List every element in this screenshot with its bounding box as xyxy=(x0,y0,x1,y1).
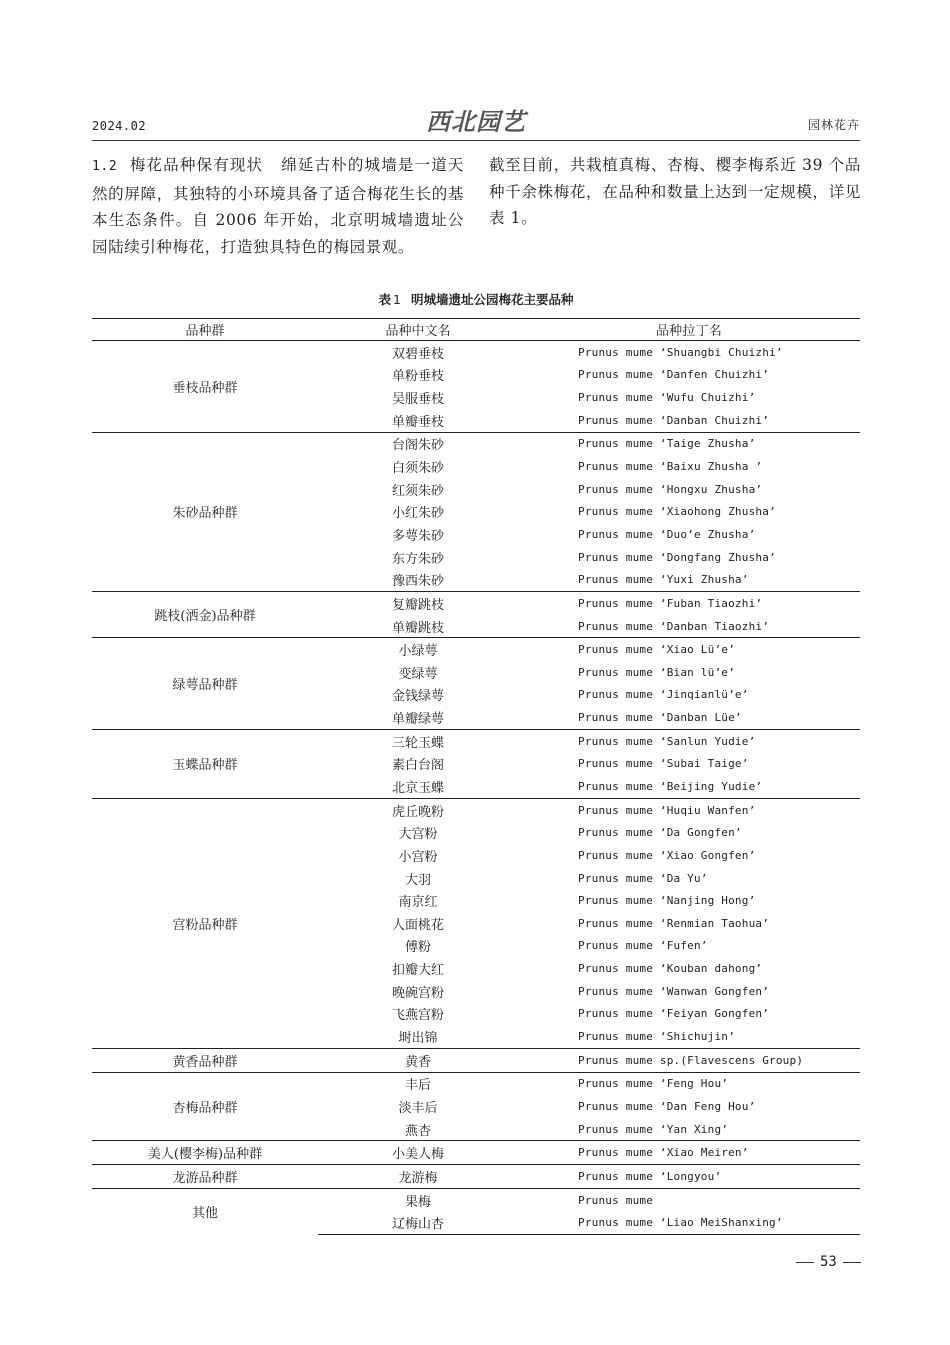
page-header xyxy=(92,104,860,141)
cell-chinese-name: 豫西朱砂 xyxy=(391,574,444,590)
cell-latin-name: Prunus mume ‘Bian lü’e’ xyxy=(578,665,735,679)
table-row xyxy=(92,432,860,455)
section-number: 1.2 xyxy=(92,159,118,174)
header-chinese-name: 品种中文名 xyxy=(318,319,518,341)
table-row xyxy=(92,592,860,615)
cell-chinese-name: 双碧垂枝 xyxy=(318,341,518,364)
cell-latin-name: Prunus mume ‘Sanlun Yudie’ xyxy=(518,729,860,752)
journal-logo: 西北园艺 xyxy=(426,107,526,136)
cell-chinese-name: 小红朱砂 xyxy=(391,506,444,522)
cell-latin-name: Prunus mume sp.(Flavescens Group) xyxy=(518,1048,860,1072)
cell-chinese-name: 果梅 xyxy=(318,1188,518,1211)
cell-group-name: 朱砂品种群 xyxy=(92,432,318,591)
cell-chinese-name: 台阁朱砂 xyxy=(318,432,518,455)
cell-latin-name: Prunus mume ‘Fuban Tiaozhi’ xyxy=(518,592,860,615)
cell-latin-name: Prunus mume ‘Da Gongfen’ xyxy=(578,826,742,840)
header-group: 品种群 xyxy=(92,319,318,341)
cell-latin-name: Prunus mume ‘Taige Zhusha’ xyxy=(518,432,860,455)
cell-latin-name: Prunus mume ‘Xiao Meiren’ xyxy=(518,1141,860,1165)
cell-latin-name: Prunus mume ‘Dan Feng Hou’ xyxy=(578,1099,756,1113)
table-header-row xyxy=(92,319,860,341)
cell-latin-name: Prunus mume ‘Feng Hou’ xyxy=(518,1072,860,1095)
section-label: 园林花卉 xyxy=(807,118,860,132)
cell-group-name: 跳枝(洒金)品种群 xyxy=(92,592,318,638)
table-row xyxy=(92,1048,860,1072)
cell-group-name: 玉蝶品种群 xyxy=(92,729,318,798)
paragraph-text-left: 绵延古朴的城墙是一道天然的屏障，其独特的小环境具备了适合梅花生长的基本生态条件。自 2006 年开始，北京明城墙遗址公园陆续引种梅花，打造独具特色的梅园景观。 xyxy=(92,156,464,256)
cell-chinese-name: 多萼朱砂 xyxy=(391,528,444,544)
table-caption-title: 明城墙遗址公园梅花主要品种 xyxy=(410,292,574,307)
cell-latin-name: Prunus mume ‘Longyou’ xyxy=(518,1165,860,1189)
cell-latin-name: Prunus mume ‘Liao MeiShanxing’ xyxy=(518,1211,860,1234)
cell-latin-name: Prunus mume ‘Wufu Chuizhi’ xyxy=(578,391,756,405)
cell-latin-name: Prunus mume ‘Danban Lüe’ xyxy=(578,711,742,725)
cell-group-name: 龙游品种群 xyxy=(92,1165,318,1189)
cell-latin-name: Prunus mume ‘Danfen Chuizhi’ xyxy=(578,368,770,382)
cell-latin-name: Prunus mume ‘Xiao Gongfen’ xyxy=(578,848,756,862)
cell-group-name: 其他 xyxy=(92,1188,318,1234)
cell-chinese-name: 傅粉 xyxy=(404,940,431,956)
cell-chinese-name: 飞燕宫粉 xyxy=(391,1008,444,1024)
cell-latin-name: Prunus mume ‘Shuangbi Chuizhi’ xyxy=(518,341,860,364)
cell-latin-name: Prunus mume ‘Shichujin’ xyxy=(578,1030,735,1044)
table-body xyxy=(92,341,860,1235)
cell-chinese-name: 金钱绿萼 xyxy=(391,689,444,705)
paragraph-right-column xyxy=(489,152,861,232)
cell-chinese-name: 单瓣垂枝 xyxy=(391,414,444,430)
table-row xyxy=(92,1141,860,1165)
issue-number: 2024.02 xyxy=(92,119,147,133)
cell-latin-name: Prunus mume ‘Kouban dahong’ xyxy=(578,962,763,976)
cell-chinese-name: 燕杏 xyxy=(404,1123,431,1139)
cell-chinese-name: 龙游梅 xyxy=(318,1165,518,1189)
table-row xyxy=(92,1165,860,1189)
cell-chinese-name: 东方朱砂 xyxy=(391,551,444,567)
cell-chinese-name: 吴服垂枝 xyxy=(391,392,444,408)
cell-chinese-name: 大羽 xyxy=(404,872,431,888)
cell-chinese-name: 黄香 xyxy=(318,1048,518,1072)
cell-chinese-name: 辽梅山杏 xyxy=(318,1211,518,1234)
cell-latin-name: Prunus mume ‘Xiao Lü’e’ xyxy=(518,638,860,661)
cell-chinese-name: 淡丰后 xyxy=(398,1100,438,1116)
table-row xyxy=(92,798,860,821)
cell-chinese-name: 小宫粉 xyxy=(398,849,438,865)
cell-latin-name: Prunus mume ‘Renmian Taohua’ xyxy=(578,916,770,930)
cell-latin-name: Prunus mume ‘Wanwan Gongfen’ xyxy=(578,984,770,998)
table-row xyxy=(92,1188,860,1211)
cell-latin-name: Prunus mume ‘Feiyan Gongfen’ xyxy=(578,1007,770,1021)
page-number xyxy=(790,1254,867,1270)
paragraph-text-right: 截至目前，共栽植真梅、杏梅、樱李梅系近 39 个品种千余株梅花，在品种和数量上达到一定规模，详见表 1。 xyxy=(489,156,861,227)
page-number-value: 53 xyxy=(820,1254,837,1270)
cell-latin-name: Prunus mume ‘Baixu Zhusha ’ xyxy=(578,460,763,474)
cell-chinese-name: 北京玉蝶 xyxy=(391,780,444,796)
cell-chinese-name: 人面桃花 xyxy=(391,917,444,933)
cell-chinese-name: 复瓣跳枝 xyxy=(318,592,518,615)
cell-latin-name: Prunus mume ‘Subai Taige’ xyxy=(578,757,749,771)
cell-chinese-name: 丰后 xyxy=(318,1072,518,1095)
cell-group-name: 绿萼品种群 xyxy=(92,638,318,730)
cell-latin-name: Prunus mume ‘Nanjing Hong’ xyxy=(578,894,756,908)
cell-group-name: 美人(樱李梅)品种群 xyxy=(92,1141,318,1165)
cell-latin-name: Prunus mume ‘Huqiu Wanfen’ xyxy=(518,798,860,821)
cell-latin-name: Prunus mume ‘Xiaohong Zhusha’ xyxy=(578,505,776,519)
cell-chinese-name: 晚碗宫粉 xyxy=(391,985,444,1001)
cell-latin-name: Prunus mume ‘Fufen’ xyxy=(578,939,708,953)
cell-chinese-name: 小绿萼 xyxy=(318,638,518,661)
cell-chinese-name: 虎丘晚粉 xyxy=(318,798,518,821)
cell-latin-name: Prunus mume ‘Yuxi Zhusha’ xyxy=(578,573,749,587)
cell-group-name: 垂枝品种群 xyxy=(92,341,318,433)
cell-group-name: 宫粉品种群 xyxy=(92,798,318,1048)
table-caption xyxy=(92,290,860,308)
table-row xyxy=(92,638,860,661)
cell-latin-name: Prunus mume ‘Beijing Yudie’ xyxy=(578,779,763,793)
dash-left xyxy=(796,1262,814,1263)
section-title: 梅花品种保有现状 xyxy=(129,156,264,174)
cell-latin-name: Prunus mume ‘Danban Tiaozhi’ xyxy=(578,619,770,633)
cell-latin-name: Prunus mume ‘Dongfang Zhusha’ xyxy=(578,550,776,564)
cell-latin-name: Prunus mume ‘Hongxu Zhusha’ xyxy=(578,482,763,496)
cell-chinese-name: 素白台阁 xyxy=(391,758,444,774)
cell-latin-name: Prunus mume xyxy=(518,1188,860,1211)
cell-chinese-name: 南京红 xyxy=(398,895,438,911)
cell-chinese-name: 埘出锦 xyxy=(398,1031,438,1047)
cell-latin-name: Prunus mume ‘Yan Xing’ xyxy=(578,1122,729,1136)
cell-chinese-name: 变绿萼 xyxy=(398,666,438,682)
cell-latin-name: Prunus mume ‘Jinqianlü’e’ xyxy=(578,688,749,702)
cell-chinese-name: 扣瓣大红 xyxy=(391,963,444,979)
table-caption-label: 表 xyxy=(378,292,392,307)
table-row xyxy=(92,1072,860,1095)
cell-group-name: 黄香品种群 xyxy=(92,1048,318,1072)
cell-chinese-name: 白须朱砂 xyxy=(391,461,444,477)
cell-latin-name: Prunus mume ‘Da Yu’ xyxy=(578,871,708,885)
cell-chinese-name: 三轮玉蝶 xyxy=(318,729,518,752)
cell-chinese-name: 小美人梅 xyxy=(318,1141,518,1165)
dash-right xyxy=(843,1262,861,1263)
cell-chinese-name: 单瓣绿萼 xyxy=(391,712,444,728)
table-caption-number: 1 xyxy=(393,292,401,307)
cell-latin-name: Prunus mume ‘Duo’e Zhusha’ xyxy=(578,527,756,541)
paragraph-left-column xyxy=(92,152,464,260)
table-row xyxy=(92,341,860,364)
cell-chinese-name: 大宫粉 xyxy=(398,827,438,843)
varieties-table xyxy=(92,318,860,1235)
table-row xyxy=(92,729,860,752)
cell-chinese-name: 单粉垂枝 xyxy=(391,369,444,385)
cell-chinese-name: 红须朱砂 xyxy=(391,483,444,499)
cell-latin-name: Prunus mume ‘Danban Chuizhi’ xyxy=(578,413,770,427)
cell-group-name: 杏梅品种群 xyxy=(92,1072,318,1141)
cell-chinese-name: 单瓣跳枝 xyxy=(391,620,444,636)
header-latin-name: 品种拉丁名 xyxy=(518,319,860,341)
